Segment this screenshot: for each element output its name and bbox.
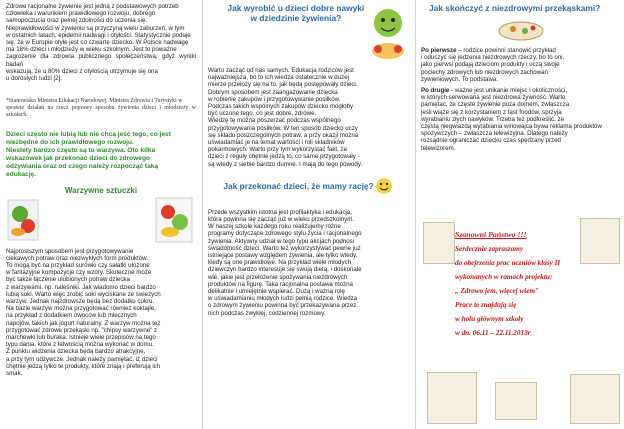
body-line: o zdrowym żywieniu powinna być przekazywana przez xyxy=(208,302,357,310)
body-line: Warto zacząć od nas samych. Edukacja rodziców jest xyxy=(208,67,354,74)
invitation-project: „ Zdrowo jem, więcej wiem" xyxy=(455,287,540,295)
body-line: są wtedy z siebie bardzo dumne. I mają do tego powody. xyxy=(208,160,363,168)
footnote-line: *Stanowisko Ministra Edukacji Narodowej, Ministra Zdrowia i Turystyki w xyxy=(6,98,183,105)
green-line: odżywiania oraz od czego należy rozpocząć taką xyxy=(6,162,159,170)
body-line: mierze przełoży się na to, jak będą postępowały dzieci. xyxy=(208,81,358,89)
green-line: wskazówek jak przekonać dzieci do zdrowego xyxy=(6,154,151,162)
body-line: Najprostszym sposobem jest przygotowywanie xyxy=(6,247,134,255)
body-line: smak. xyxy=(6,370,23,378)
body-line: produktów na figurę. Taka racjonalna postawa można xyxy=(208,280,353,288)
body-line: być także łączenie ulubionych potraw dziecka xyxy=(6,276,130,284)
body-line: jeśli wiąże się z korzystaniem z fast foodów, sprzyja xyxy=(421,108,562,116)
snacks-icon xyxy=(421,13,617,47)
body-line: rozsądnie ograniczać dziecku czas spędzany przed xyxy=(421,137,561,145)
body-line: się składu poszczególnych potraw, a przy okazji można xyxy=(208,131,359,139)
body-line: wyrabianiu złych nawyków. Trzeba też podkreślić, że xyxy=(421,115,565,123)
body-line: w uświadamianiu młodych ludzi pełnią rodzice. Wiedza xyxy=(208,295,358,303)
vegetables-icon xyxy=(6,196,196,248)
body-line: lubią soki. Warto więc zrobić soki wyciskane ze świeżych xyxy=(6,290,161,298)
body-line: przygotowywania posiłków. W ten sposób dziecko uczy xyxy=(208,124,358,132)
snacks-image-area xyxy=(421,13,618,47)
student-work-photo xyxy=(427,372,477,424)
body-line: a przy tym odżywcze. Jednak należy pamiętać, iż dzieci xyxy=(6,355,158,363)
intro-line: Zdrowe racjonalne żywienie jest jedną z podstawowych potrzeb xyxy=(6,3,179,10)
heading1-wrap xyxy=(208,3,366,23)
body-line: która powinna się zacząć już w wieku przedszkolnym. xyxy=(208,216,355,224)
footnote xyxy=(6,98,196,118)
student-work-photo xyxy=(495,382,537,420)
body-line: napojów, takich jak jogurt naturalny. Z warzyw można też xyxy=(6,319,161,327)
invitation-line: wykonanych w ramach projektu: xyxy=(455,273,553,281)
section-heading: Warzywne sztuczki xyxy=(64,185,138,195)
body-line: kiedy są one prawidłowe. Na przykład wiele młodych xyxy=(208,259,352,267)
convince-text xyxy=(208,209,409,317)
snacks-text xyxy=(421,47,618,152)
lead-second: Po drugie xyxy=(421,87,450,95)
section-heading: Jak przekonać dzieci, że mamy rację? xyxy=(223,180,374,191)
body-line: częstą niegwiazdą wyrabiania winowajca bywa reklama produktów xyxy=(421,123,602,131)
body-line: programy dotyczące zdrowego stylu życia i racjonalnego xyxy=(208,230,362,238)
body-line: na przykład z dodatkiem owoców lub mlecznych xyxy=(6,312,137,320)
body-line: typu dania, które z łatwością można wykonać w domu. xyxy=(6,341,154,349)
body-line: pokarmowych. Warto przy tym wykorzystać fakt, że xyxy=(208,146,347,154)
healthy-food-character-icon xyxy=(366,3,409,63)
spacer xyxy=(6,179,196,186)
spacer xyxy=(208,195,409,209)
body-line: Z punktu widzenia dziecka będą bardzo atrakcyjne, xyxy=(6,348,146,356)
section-heading: Jak skończyć z niezdrowymi przekąskami? xyxy=(429,3,601,13)
body-line: świadomość dzieci. Warto też wykorzystywać pewne już xyxy=(208,244,361,252)
column-left xyxy=(0,0,202,429)
body-line xyxy=(421,87,618,94)
green-intro xyxy=(6,131,196,179)
intro-line: zagrożenie dla zdrowia publicznego społeczeństwa, gdyż wyniki badań xyxy=(6,53,196,68)
body-line: przygotować zdrowe przekąski np. "chipsy warzywne" z xyxy=(6,326,158,334)
intro-line: u dorosłych ludzi [2]. xyxy=(6,75,62,83)
intro-line: wskazują, że u 80% dzieci z otyłością utrzymuje się ona xyxy=(6,67,158,75)
body-line: W naszej szkole każdego roku realizujemy różne xyxy=(208,223,341,231)
vegetables-text xyxy=(6,248,196,378)
student-work-photo xyxy=(570,374,620,424)
body-line-rest: – rodzice powinni stanowić przykład xyxy=(456,47,556,54)
smiley-icon xyxy=(374,177,394,195)
body-line: jako pierwsi podają dzieciom produkty i uczą swoje xyxy=(421,61,560,69)
body-line: w robienie zakupów i przygotowywanie posiłków. xyxy=(208,95,341,103)
body-line: dziewczyn bardzo interesuje się swoją dietą, i doskonale xyxy=(208,266,362,274)
body-line: spożywczych – zwłaszcza telewizyjna. Dlatego należy xyxy=(421,130,568,138)
body-line: chętnie jedzą tylko te produkty, które znają i preferują ich xyxy=(6,362,161,370)
intro-text xyxy=(6,3,196,82)
green-line: edukację. xyxy=(6,170,37,178)
body-line: wie, jakie jest przełożenie spożywania niezdrowych xyxy=(208,273,348,281)
body-line: To mogą być na przykład surówki czy sałatki ułożone xyxy=(6,262,150,270)
body-line: Przede wszystkim istotna jest profilaktyka i edukacja, xyxy=(208,208,353,216)
body-line: ciekawych potraw oraz niezwykłych form produktów. xyxy=(6,254,148,262)
section-heading: Jak wyrobić u dzieci dobre nawyki w dziedzinie żywienia? xyxy=(227,3,365,23)
green-line: Niestety bardzo często są to warzywa. Oto kilka xyxy=(6,146,156,154)
body-line: uświadamiać je na temat wartości i roli składników xyxy=(208,139,345,147)
green-line: Dzieci często nie lubią lub nie chcą jeść tego, co jest xyxy=(6,130,171,138)
intro-line: w ostatnich latach, epidemii nadwagi i otyłości. Statystycznie podaje xyxy=(6,31,191,39)
body-line: nich podczas zwykłej, codziennej rozmowy. xyxy=(208,309,326,317)
spacer xyxy=(6,119,196,131)
invitation-line: Prace te znajdują się xyxy=(455,301,517,309)
habits-text xyxy=(208,67,409,168)
intro-line: samopoczucia oraz pełnej zdolności do uczenia się. xyxy=(6,17,147,25)
vegetables-image-area xyxy=(6,196,196,248)
invitation-line: do obejrzenia prac uczniów klasy II xyxy=(455,259,561,267)
invitation-line: w holu głównym szkoły xyxy=(455,315,524,323)
body-line: żywienia. Aktywny udział w tego typu akcjach podnosi xyxy=(208,237,355,245)
invitation-dates: w dn. 06.11 – 22.11.2013r xyxy=(455,329,531,337)
invitation-block xyxy=(455,228,579,376)
body-line: delikatnie i umiejętnie wspierać. Dużą i ważną rolę xyxy=(208,288,345,296)
intro-line: ma 18% dzieci i młodzieży w wieku szkolnym. Jest to poważne xyxy=(6,46,177,54)
body-line: w których serwowana jest niezdrowa żywność. Warto xyxy=(421,94,566,102)
column-middle xyxy=(202,0,415,429)
student-work-photo xyxy=(580,218,620,264)
body-line: najważniejsza, bo to ich wiedza ostatecznie w dużej xyxy=(208,74,349,82)
invitation-line: Serdecznie zapraszamy xyxy=(455,245,524,253)
body-line xyxy=(421,47,618,54)
body-line: Podczas takich wspólnych zakupów dziecko mogłoby xyxy=(208,103,354,111)
spacer xyxy=(6,82,196,98)
body-line: pamiętać, że częste żywienie poza domem, zwłaszcza xyxy=(421,101,570,109)
body-line: pociechy zdrowych lub niezdrowych zachowań xyxy=(421,68,548,76)
footnote-line: sprawie działań na rzecz poprawy sposobu żywienia dzieci i młodzieży w szkołach. xyxy=(6,105,196,118)
student-work-photo xyxy=(423,222,455,264)
body-line: w fantazyjne kompozycje czy wzory. Skuteczne może xyxy=(6,269,152,277)
body-line: Na bazie warzyw można przygotować również koktajle, xyxy=(6,305,156,313)
body-line: marchewki lub buraka. Istnieje wiele przepisów na tego xyxy=(6,334,156,342)
lead-first: Po pierwsze xyxy=(421,47,457,54)
body-line: Wiedzę tę można poszerzać podczas wspólnego xyxy=(208,117,341,125)
body-line-rest: - ważne jest unikanie miejsc i okoliczności, xyxy=(449,87,568,95)
intro-line: Nieprawidłowości w żywieniu są przyczyną wielu zaburzeń, w tym xyxy=(6,24,185,32)
intro-line: człowieka i warunkiem prawidłowego rozwoju, dobrego xyxy=(6,10,156,18)
body-line: być uczone tego, co jest dobre, zdrowe. xyxy=(208,110,317,118)
invitation-title: Szanowni Państwo !!! xyxy=(455,230,527,239)
green-line: niezbędne do ich prawidłowego rozwoju. xyxy=(6,138,134,146)
body-line: telewizorem. xyxy=(421,144,456,152)
body-line: Dobrym sposobem jest zaangażowanie dziecka xyxy=(208,88,338,96)
body-line: i oduczyć się jedzenia niezdrowych rzeczy, bo to oni, xyxy=(421,54,565,62)
spacer xyxy=(208,168,409,177)
heading1-row xyxy=(208,3,409,63)
body-line: żywieniowych. To podstawa. xyxy=(421,75,499,83)
body-line: istniejące postawy względem żywienia, ale tylko wtedy, xyxy=(208,252,358,260)
body-line: z warzywami, np. naleśniki. Jak wiadomo dzieci bardzo xyxy=(6,283,156,291)
heading2-row xyxy=(208,177,409,195)
body-line: dzieci z reguły chętnie jedzą to, co same przygotowały - xyxy=(208,153,360,161)
intro-line: się, że w Europie otyłe jest co czwarte dziecko. W Polsce nadwagę xyxy=(6,39,189,47)
body-line: warzyw. Jednak najzdrowsze będą bez dodatku cukru. xyxy=(6,298,155,306)
